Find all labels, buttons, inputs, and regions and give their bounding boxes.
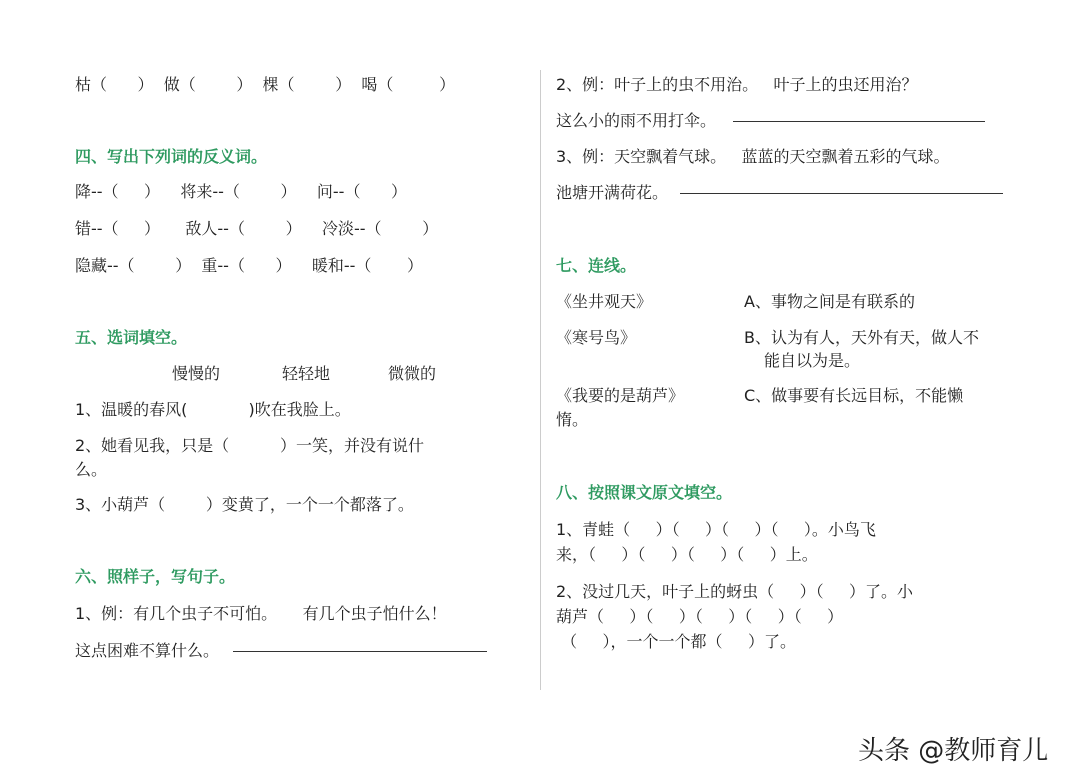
section-8-title: 八、按照课文原文填空。 (556, 483, 733, 502)
match-right-item-cont: 能自以为是。 (764, 351, 861, 370)
fill-item: 1、温暖的春风( )吹在我脸上。 (75, 400, 351, 419)
answer-line (733, 121, 985, 122)
sentence-example: 1、例：有几个虫子不可怕。 有几个虫子怕什么！ (75, 604, 447, 623)
section-4-title: 四、写出下列词的反义词。 (75, 147, 268, 166)
recite-line: （ ），一个一个都（ ）了。 (556, 632, 796, 651)
fill-item: 3、小葫芦（ ）变黄了，一个一个都落了。 (75, 495, 414, 514)
antonym-row: 隐藏--（ ） 重--（ ） 暖和--（ ） (75, 256, 423, 275)
fill-item-cont: 么。 (75, 460, 108, 479)
recite-line: 1、青蛙（ ）（ ）（ ）（ ）。小鸟飞 (556, 520, 876, 539)
recite-line: 来，（ ）（ ）（ ）（ ）上。 (556, 545, 818, 564)
sentence-task: 这么小的雨不用打伞。 (556, 111, 717, 130)
sentence-task: 这点困难不算什么。 (75, 641, 220, 660)
sentence-task: 池塘开满荷花。 (556, 183, 669, 202)
antonym-row: 降--（ ） 将来--（ ） 问--（ ） (75, 182, 407, 201)
antonym-row: 错--（ ） 敌人--（ ） 冷淡--（ ） (75, 219, 439, 238)
match-left-item: 《寒号鸟》 (556, 328, 637, 347)
section-5-title: 五、选词填空。 (75, 328, 188, 347)
match-right-item: B、认为有人，天外有天，做人不 (744, 328, 979, 347)
match-left-item: 《我要的是葫芦》 (556, 386, 685, 405)
sentence-example: 3、例：天空飘着气球。 蓝蓝的天空飘着五彩的气球。 (556, 147, 950, 166)
word-option: 慢慢的 (172, 364, 221, 383)
recite-line: 2、没过几天，叶子上的蚜虫（ ）（ ）了。小 (556, 582, 914, 601)
word-option: 轻轻地 (282, 364, 331, 383)
section-7-title: 七、连线。 (556, 256, 637, 275)
column-divider (540, 70, 541, 690)
match-right-item: C、做事要有长远目标，不能懒 (744, 386, 964, 405)
fill-item: 2、她看见我，只是（ ）一笑，并没有说什 (75, 436, 425, 455)
match-right-item: A、事物之间是有联系的 (744, 292, 915, 311)
match-left-item: 《坐井观天》 (556, 292, 653, 311)
section-6-title: 六、照样子，写句子。 (75, 567, 236, 586)
word-option: 微微的 (388, 364, 437, 383)
char-row: 枯（ ） 做（ ） 棵（ ） 喝（ ） (75, 75, 456, 94)
watermark: 头条 @教师育儿 (858, 736, 1049, 764)
answer-line (680, 193, 1003, 194)
match-left-item-cont: 惰。 (556, 410, 589, 429)
recite-line: 葫芦（ ）（ ）（ ）（ ）（ ） (556, 607, 844, 626)
sentence-example: 2、例：叶子上的虫不用治。 叶子上的虫还用治？ (556, 75, 918, 94)
answer-line (233, 651, 487, 652)
